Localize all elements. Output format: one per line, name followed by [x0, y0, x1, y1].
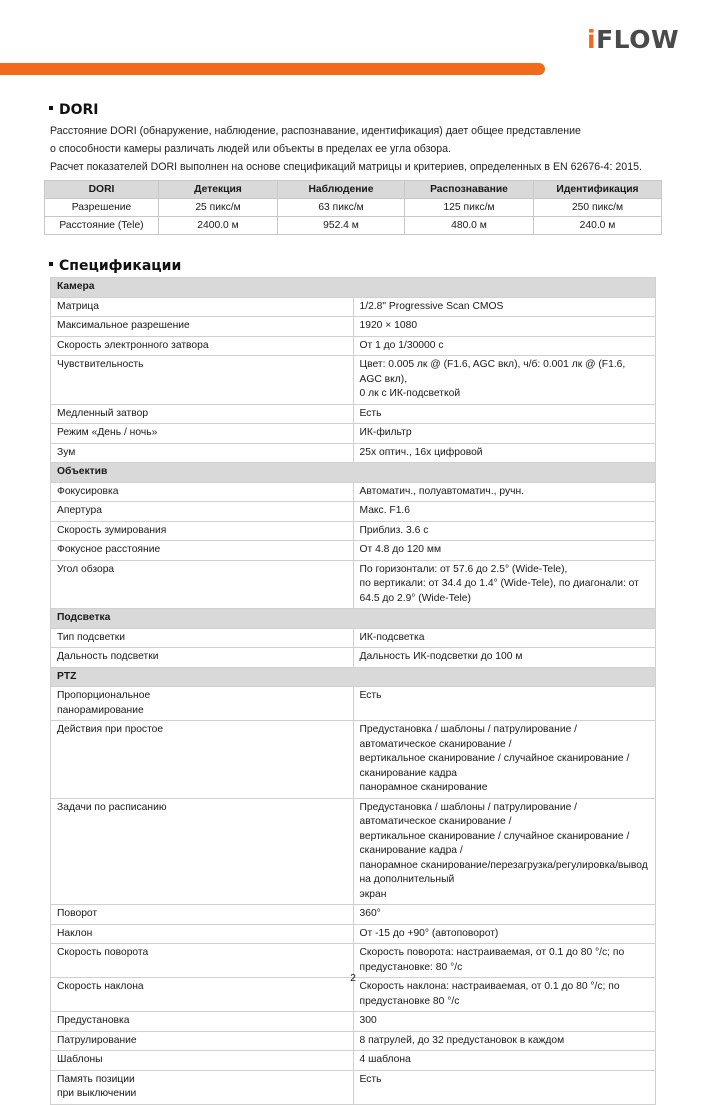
spec-key-line: Фокусное расстояние — [57, 544, 161, 555]
spec-value-line: ИК-фильтр — [359, 427, 412, 438]
brand-logo — [587, 27, 679, 53]
spec-value-line: От 1 до 1/30000 с — [359, 339, 444, 351]
spec-key-line: Зум — [57, 446, 76, 458]
spec-group-row — [51, 609, 656, 629]
spec-key-line: Наклон — [57, 927, 93, 939]
header-accent-bar — [0, 63, 545, 75]
spec-row — [51, 424, 656, 444]
spec-key — [51, 424, 354, 444]
spec-value — [353, 336, 656, 356]
section-title-specs — [49, 258, 181, 274]
spec-key — [51, 687, 354, 721]
dori-intro — [50, 122, 670, 176]
spec-value-line: Автоматич., полуавтоматич., ручн. — [359, 485, 525, 497]
spec-value-line: 0 лк с ИК-подсветкой — [359, 388, 461, 399]
bullet-square-icon — [49, 262, 53, 266]
spec-value-line: Есть — [359, 1073, 382, 1085]
spec-key-line: Режим «День / ночь» — [57, 427, 158, 438]
spec-key — [51, 924, 354, 944]
spec-value-line: Скорость поворота: настраиваемая, от 0.1 до 80 °/с; по предустановке: 80 °/с — [359, 947, 625, 973]
spec-value-line: 4 шаблона — [359, 1054, 411, 1065]
spec-value-line: 360° — [359, 908, 381, 919]
section-title-text: DORI — [59, 102, 99, 118]
spec-key-line: Пропорциональное — [57, 690, 151, 701]
intro-line: о способности камеры различать людей или объекты в пределах ее угла обзора. — [50, 143, 451, 155]
dori-cell: 2400.0 м — [159, 217, 278, 235]
spec-value — [353, 905, 656, 925]
spec-value-line: 300 — [359, 1015, 377, 1026]
spec-row — [51, 502, 656, 522]
spec-key-line: Угол обзора — [57, 563, 115, 575]
dori-header-cell: DORI — [45, 181, 159, 199]
spec-key — [51, 356, 354, 405]
spec-key — [51, 905, 354, 925]
spec-row — [51, 648, 656, 668]
dori-row — [45, 199, 662, 217]
spec-row — [51, 905, 656, 925]
spec-value — [353, 1012, 656, 1032]
intro-line: Расстояние DORI (обнаружение, наблюдение, распознавание, идентификация) дает общее представление — [50, 125, 581, 137]
spec-row — [51, 721, 656, 799]
spec-value-line: Есть — [359, 690, 382, 701]
spec-value — [353, 924, 656, 944]
dori-cell: 250 пикс/м — [534, 199, 662, 217]
spec-group-title: Камера — [51, 278, 656, 298]
spec-group-row — [51, 278, 656, 298]
spec-key — [51, 404, 354, 424]
spec-key — [51, 443, 354, 463]
intro-line: Расчет показателей DORI выполнен на основе спецификаций матрицы и критериев, определенных в EN 62676-4: 2015. — [50, 161, 642, 173]
spec-key-line: Скорость поворота — [57, 947, 149, 958]
dori-cell: 952.4 м — [278, 217, 405, 235]
spec-group-title: Объектив — [51, 463, 656, 483]
spec-row — [51, 1031, 656, 1051]
spec-value-line: панорамное сканирование/перезагрузка/регулировка/вывод на дополнительный — [359, 859, 648, 885]
spec-value-line: Приблиз. 3.6 с — [359, 524, 429, 536]
spec-key — [51, 1031, 354, 1051]
dori-header-cell: Распознавание — [405, 181, 534, 199]
spec-key-line: Предустановка — [57, 1015, 130, 1026]
spec-value — [353, 721, 656, 799]
spec-row — [51, 1012, 656, 1032]
spec-value — [353, 560, 656, 609]
spec-value-line: 1920 × 1080 — [359, 320, 418, 331]
spec-key-line: Шаблоны — [57, 1054, 103, 1065]
spec-key — [51, 317, 354, 337]
spec-value-line: панорамное сканирование — [359, 782, 488, 793]
spec-value-line: ИК-подсветка — [359, 631, 425, 643]
spec-value — [353, 356, 656, 405]
spec-value-line: вертикальное сканирование / случайное сканирование / сканирование кадра / — [359, 830, 630, 856]
spec-key — [51, 798, 354, 905]
dori-header-cell: Идентификация — [534, 181, 662, 199]
spec-value — [353, 798, 656, 905]
spec-value — [353, 1051, 656, 1071]
spec-row — [51, 924, 656, 944]
spec-key-line: Медленный затвор — [57, 407, 149, 419]
spec-value-line: Скорость наклона: настраиваемая, от 0.1 до 80 °/с; по предустановке 80 °/с — [359, 981, 620, 1007]
spec-row — [51, 541, 656, 561]
dori-row — [45, 217, 662, 235]
spec-value-line: Предустановка / шаблоны / патрулирование / автоматическое сканирование / — [359, 724, 578, 750]
spec-row — [51, 443, 656, 463]
dori-cell: 125 пикс/м — [405, 199, 534, 217]
spec-row — [51, 404, 656, 424]
section-title-text: Спецификации — [59, 258, 182, 274]
section-title-dori — [49, 102, 99, 118]
dori-cell: 240.0 м — [534, 217, 662, 235]
spec-row — [51, 482, 656, 502]
spec-key — [51, 297, 354, 317]
spec-key — [51, 541, 354, 561]
spec-value-line: экран — [359, 888, 387, 900]
spec-value-line: вертикальное сканирование / случайное сканирование / сканирование кадра — [359, 753, 630, 779]
spec-key — [51, 482, 354, 502]
spec-group-title: PTZ — [51, 667, 656, 687]
spec-group-row — [51, 463, 656, 483]
spec-row — [51, 560, 656, 609]
spec-value — [353, 482, 656, 502]
spec-key-line: Апертура — [57, 505, 102, 516]
spec-value-line: 8 патрулей, до 32 предустановок в каждом — [359, 1034, 565, 1046]
spec-group-row — [51, 667, 656, 687]
spec-group-title: Подсветка — [51, 609, 656, 629]
spec-key-line: Скорость зумирования — [57, 524, 167, 536]
dori-cell: 25 пикс/м — [159, 199, 278, 217]
spec-row — [51, 521, 656, 541]
spec-row — [51, 1051, 656, 1071]
spec-key — [51, 560, 354, 609]
spec-value-line: Предустановка / шаблоны / патрулирование / автоматическое сканирование / — [359, 801, 578, 827]
spec-key-line: Поворот — [57, 908, 98, 919]
dori-header-cell: Детекция — [159, 181, 278, 199]
spec-value — [353, 1070, 656, 1104]
spec-value — [353, 648, 656, 668]
spec-row — [51, 628, 656, 648]
spec-value-line: От 4.8 до 120 мм — [359, 544, 442, 555]
spec-key-line: Скорость наклона — [57, 981, 144, 992]
spec-value-line: по вертикали: от 34.4 до 1.4° (Wide-Tele), по диагонали: от 64.5 до 2.9° (Wide-Tele) — [359, 578, 639, 604]
spec-key — [51, 721, 354, 799]
spec-row — [51, 798, 656, 905]
spec-key-line: Память позиции — [57, 1073, 135, 1085]
spec-row — [51, 297, 656, 317]
spec-key — [51, 1012, 354, 1032]
page-number: 2 — [350, 972, 356, 984]
spec-key-line: Скорость электронного затвора — [57, 339, 209, 351]
spec-value-line: 25x оптич., 16x цифровой — [359, 446, 483, 458]
spec-key-line: Чувствительность — [57, 359, 144, 370]
spec-key-line: Максимальное разрешение — [57, 320, 190, 331]
logo-letter-i: i — [587, 25, 597, 54]
spec-value — [353, 687, 656, 721]
spec-key-line: Действия при простое — [57, 724, 164, 735]
bullet-square-icon — [49, 106, 53, 110]
spec-key — [51, 1070, 354, 1104]
spec-value — [353, 443, 656, 463]
spec-key — [51, 502, 354, 522]
spec-key — [51, 1051, 354, 1071]
spec-value-line: Есть — [359, 407, 382, 419]
spec-key — [51, 336, 354, 356]
spec-key-line: Патрулирование — [57, 1034, 137, 1046]
spec-value — [353, 317, 656, 337]
spec-value-line: Дальность ИК-подсветки до 100 м — [359, 651, 523, 662]
dori-header-cell: Наблюдение — [278, 181, 405, 199]
spec-value — [353, 404, 656, 424]
spec-value — [353, 502, 656, 522]
spec-row — [51, 1070, 656, 1104]
spec-value — [353, 628, 656, 648]
spec-key-line: Тип подсветки — [57, 631, 125, 643]
spec-value — [353, 541, 656, 561]
spec-value-line: По горизонтали: от 57.6 до 2.5° (Wide-Tele), — [359, 563, 568, 575]
spec-key — [51, 628, 354, 648]
spec-value-line: От -15 до +90° (автоповорот) — [359, 927, 499, 939]
spec-value — [353, 297, 656, 317]
dori-cell: 480.0 м — [405, 217, 534, 235]
spec-row — [51, 317, 656, 337]
spec-key — [51, 521, 354, 541]
dori-cell: 63 пикс/м — [278, 199, 405, 217]
spec-value — [353, 521, 656, 541]
spec-key-line: Дальность подсветки — [57, 651, 159, 662]
dori-table — [44, 180, 662, 235]
spec-value — [353, 1031, 656, 1051]
dori-cell: Разрешение — [45, 199, 159, 217]
logo-wordmark: FLOW — [596, 25, 680, 54]
spec-key — [51, 648, 354, 668]
spec-value — [353, 424, 656, 444]
spec-key-line: Матрица — [57, 300, 100, 312]
spec-value-line: Макс. F1.6 — [359, 505, 411, 516]
spec-key-line: Задачи по расписанию — [57, 801, 167, 813]
spec-row — [51, 356, 656, 405]
spec-row — [51, 687, 656, 721]
dori-header-row — [45, 181, 662, 199]
spec-value-line: 1/2.8" Progressive Scan CMOS — [359, 300, 504, 312]
spec-row — [51, 336, 656, 356]
spec-key-line: Фокусировка — [57, 485, 119, 497]
spec-value-line: Цвет: 0.005 лк @ (F1.6, AGC вкл), ч/б: 0.001 лк @ (F1.6, AGC вкл), — [359, 359, 626, 385]
dori-cell: Расстояние (Tele) — [45, 217, 159, 235]
spec-key-line: при выключении — [57, 1088, 137, 1099]
spec-key-line: панорамирование — [57, 704, 144, 716]
